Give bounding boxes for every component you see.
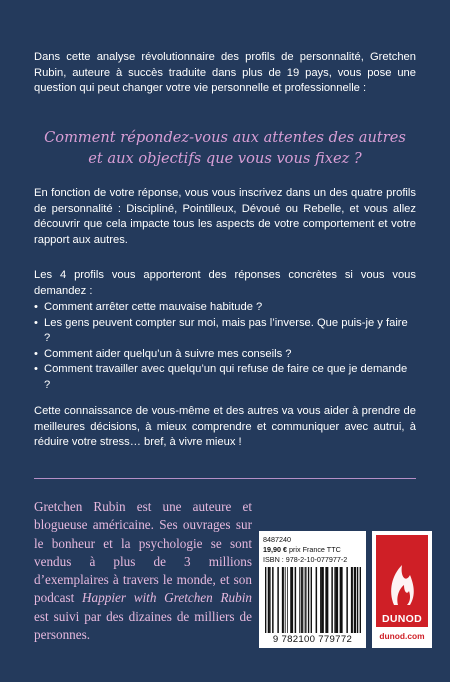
publisher-url: dunod.com (379, 631, 425, 641)
barcode-bar (295, 567, 297, 633)
barcode-bar (282, 567, 284, 633)
barcode-label (259, 531, 366, 648)
response-paragraph: En fonction de votre réponse, vous vous inscrivez dans un des quatre profils de personnalité : Discipliné, Pointilleux, Dévoué ou Rebelle, et vous allez découvrir que cela impacte tous les aspects de votre comportement et votre rapport aux autres. (34, 187, 416, 246)
conclusion-paragraph: Cette connaissance de vous-même et des autres va vous aider à prendre de meilleures décisions, à mieux comprendre et communiquer avec autrui, à réduire votre stress… bref, à vivre mieux ! (34, 405, 416, 448)
barcode-bar (299, 567, 300, 633)
price (263, 546, 341, 554)
list-item: • Comment arrêter cette mauvaise habitude ? (34, 300, 416, 316)
barcode-bar (290, 567, 291, 633)
price-label: prix France TTC (288, 545, 341, 554)
profiles-intro: Les 4 profils vous apporteront des réponses concrètes si vous vous demandez : (34, 269, 416, 297)
author-bio (34, 498, 252, 644)
intro-paragraph: Dans cette analyse révolutionnaire des profils de personnalité, Gretchen Rubin, auteure à succès traduite dans plus de 19 pays, vous pose une question qui peut changer votre vie personnelle et professionnelle : (34, 51, 416, 94)
barcode-bar (320, 567, 322, 633)
barcode-bar (285, 567, 286, 633)
barcode-bar (291, 567, 293, 633)
barcode-bar (325, 567, 328, 633)
barcode-bar (352, 567, 353, 633)
barcode-bar (301, 567, 302, 633)
barcode-bar (308, 567, 309, 633)
key-question-line2: et aux objectifs que vous vous fixez ? (88, 150, 362, 167)
price-value: 19,90 € (263, 545, 287, 554)
barcode-bar (354, 567, 356, 633)
barcode-bar (265, 567, 266, 633)
barcode-bar (346, 567, 348, 633)
barcode-bar (272, 567, 274, 633)
barcode-bar (316, 567, 318, 633)
barcode-bar (340, 567, 343, 633)
barcode-bar (287, 567, 288, 633)
key-question-line1: Comment répondez-vous aux attentes des autres (44, 129, 406, 146)
publisher-logo (372, 531, 432, 648)
barcode-bar (305, 567, 306, 633)
list-item: • Comment aider quelqu’un à suivre mes conseils ? (34, 347, 416, 363)
podcast-title: Happier with Gretchen Rubin (82, 590, 252, 606)
barcode-bar (301, 567, 303, 633)
barcode-bar (268, 567, 269, 633)
barcode-bar (269, 567, 271, 633)
barcode-bar (283, 567, 284, 633)
key-question (30, 127, 420, 169)
barcode-bar (304, 567, 305, 633)
author-bio-text: Gretchen Rubin est une auteure et blogueuse américaine. Ses ouvrages sur le bonheur et la psychologie se sont vendus à plus de 3 millions d’exemplaires à travers le monde, et son podcast (34, 499, 252, 606)
barcode-bar (351, 567, 353, 633)
barcode-bar (277, 567, 279, 633)
list-item: • Les gens peuvent compter sur moi, mais pas l’inverse. Que puis-je y faire ? (34, 316, 416, 347)
product-code: 8487240 (263, 535, 291, 544)
barcode-bar (357, 567, 358, 633)
barcode-bar (322, 567, 324, 633)
barcode-bar (331, 567, 333, 633)
publisher-name: DUNOD (382, 613, 422, 625)
barcode-bar (360, 567, 361, 633)
barcode-bar (311, 567, 312, 633)
barcode-bar (336, 567, 338, 633)
author-bio-text-end: est suivi par des dizaines de milliers de personnes. (34, 608, 252, 643)
section-divider (34, 478, 416, 479)
barcode-bars (265, 567, 361, 633)
barcode-bar (334, 567, 336, 633)
barcode-digits: 9 782100 779772 (272, 634, 353, 645)
questions-list (34, 300, 416, 393)
isbn: ISBN : 978-2-10-077977-2 (263, 555, 348, 564)
list-item: • Comment travailler avec quelqu’un qui refuse de faire ce que je demande ? (34, 362, 416, 393)
